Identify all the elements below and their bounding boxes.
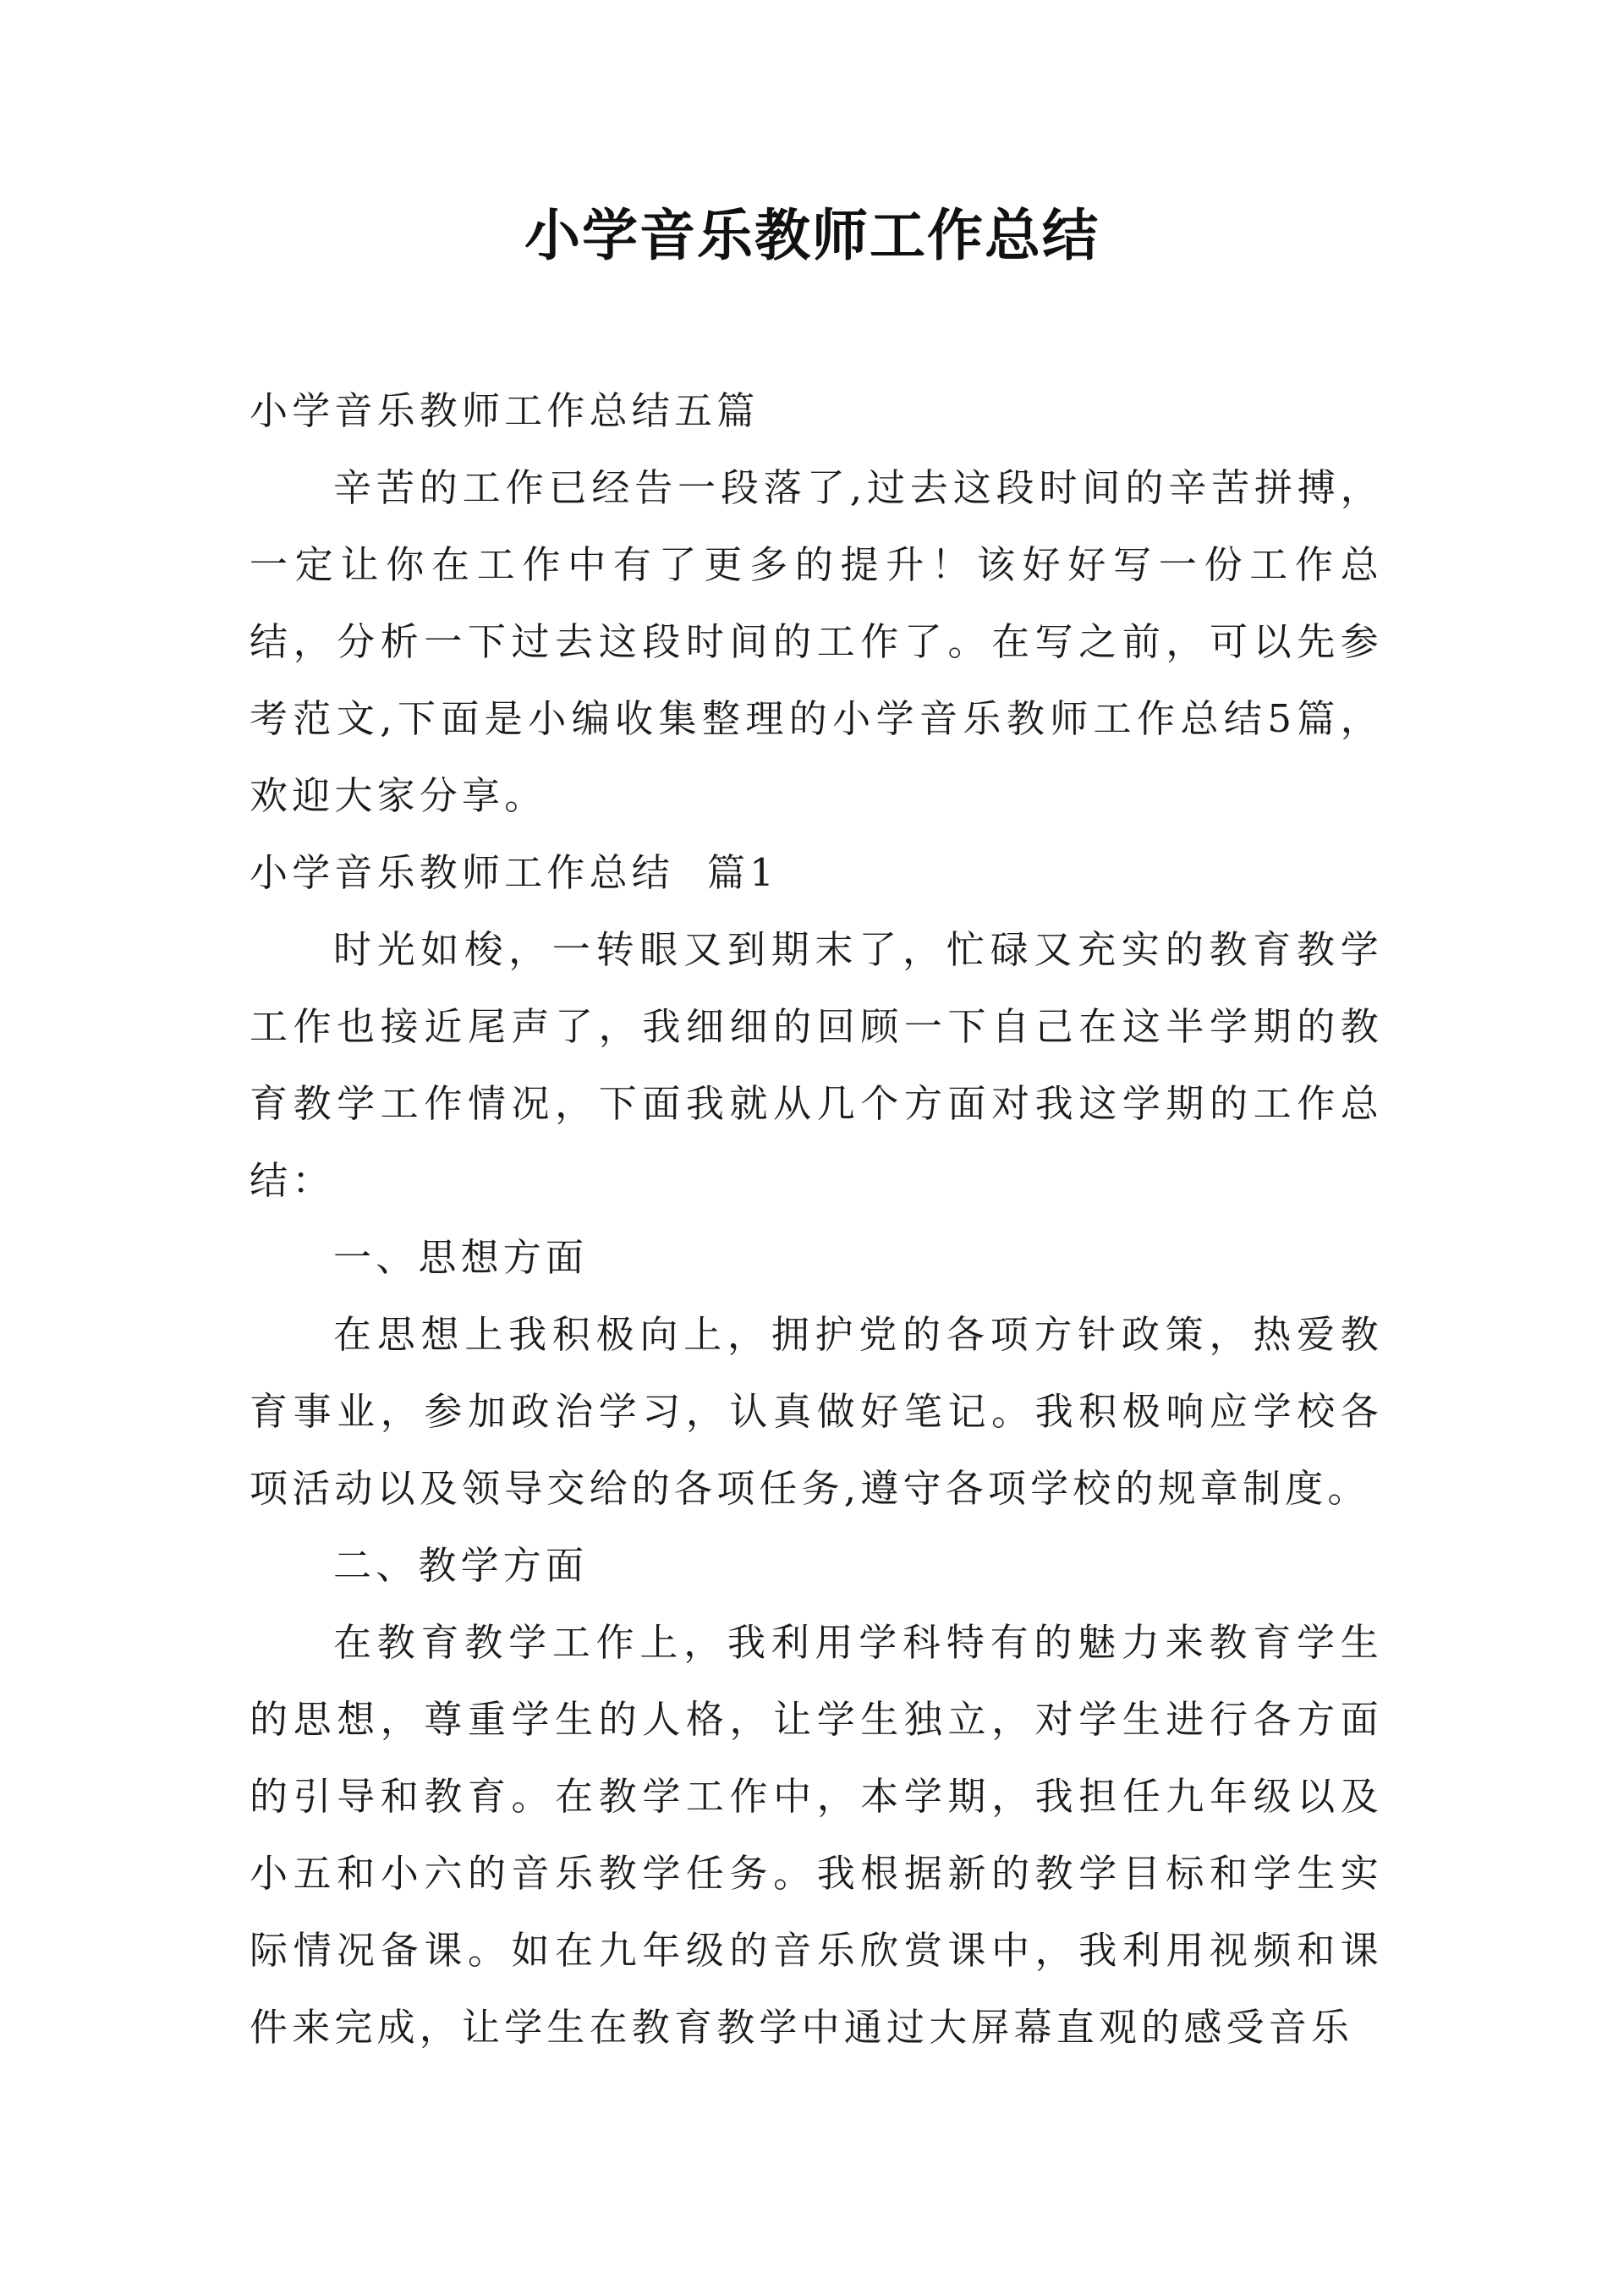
section-heading: 小学音乐教师工作总结 篇1 — [250, 850, 779, 895]
document-body — [250, 372, 1383, 2066]
paragraph-ideology: 在思想上我积极向上，拥护党的各项方针政策，热爱教育事业，参加政治学习，认真做好笔记。我积极响应学校各项活动以及领导交给的各项任务,遵守各项学校的规章制度。 — [250, 1312, 1383, 1511]
heading-ideology: 一、思想方面 — [333, 1235, 589, 1280]
heading-teaching: 二、教学方面 — [333, 1543, 589, 1588]
paragraph-teaching: 在教育教学工作上，我利用学科特有的魅力来教育学生的思想，尊重学生的人格，让学生独立，对学生进行各方面的引导和教育。在教学工作中，本学期，我担任九年级以及小五和小六的音乐教学任务。我根据新的教学目标和学生实际情况备课。如在九年级的音乐欣赏课中，我利用视频和课件来完成，让学生在教育教学中通过大屏幕直观的感受音乐 — [250, 1620, 1383, 2050]
paragraph-review: 时光如梭，一转眼又到期末了，忙碌又充实的教育教学工作也接近尾声了，我细细的回顾一下自己在这半学期的教育教学工作情况，下面我就从几个方面对我这学期的工作总结： — [250, 927, 1383, 1203]
document-title: 小学音乐教师工作总结 — [524, 202, 1100, 268]
document-subtitle: 小学音乐教师工作总结五篇 — [250, 388, 760, 433]
intro-paragraph: 辛苦的工作已经告一段落了,过去这段时间的辛苦拼搏，一定让你在工作中有了更多的提升！该好好写一份工作总结，分析一下过去这段时间的工作了。在写之前，可以先参考范文,下面是小编收集整理的小学音乐教师工作总结5篇，欢迎大家分享。 — [250, 465, 1383, 818]
